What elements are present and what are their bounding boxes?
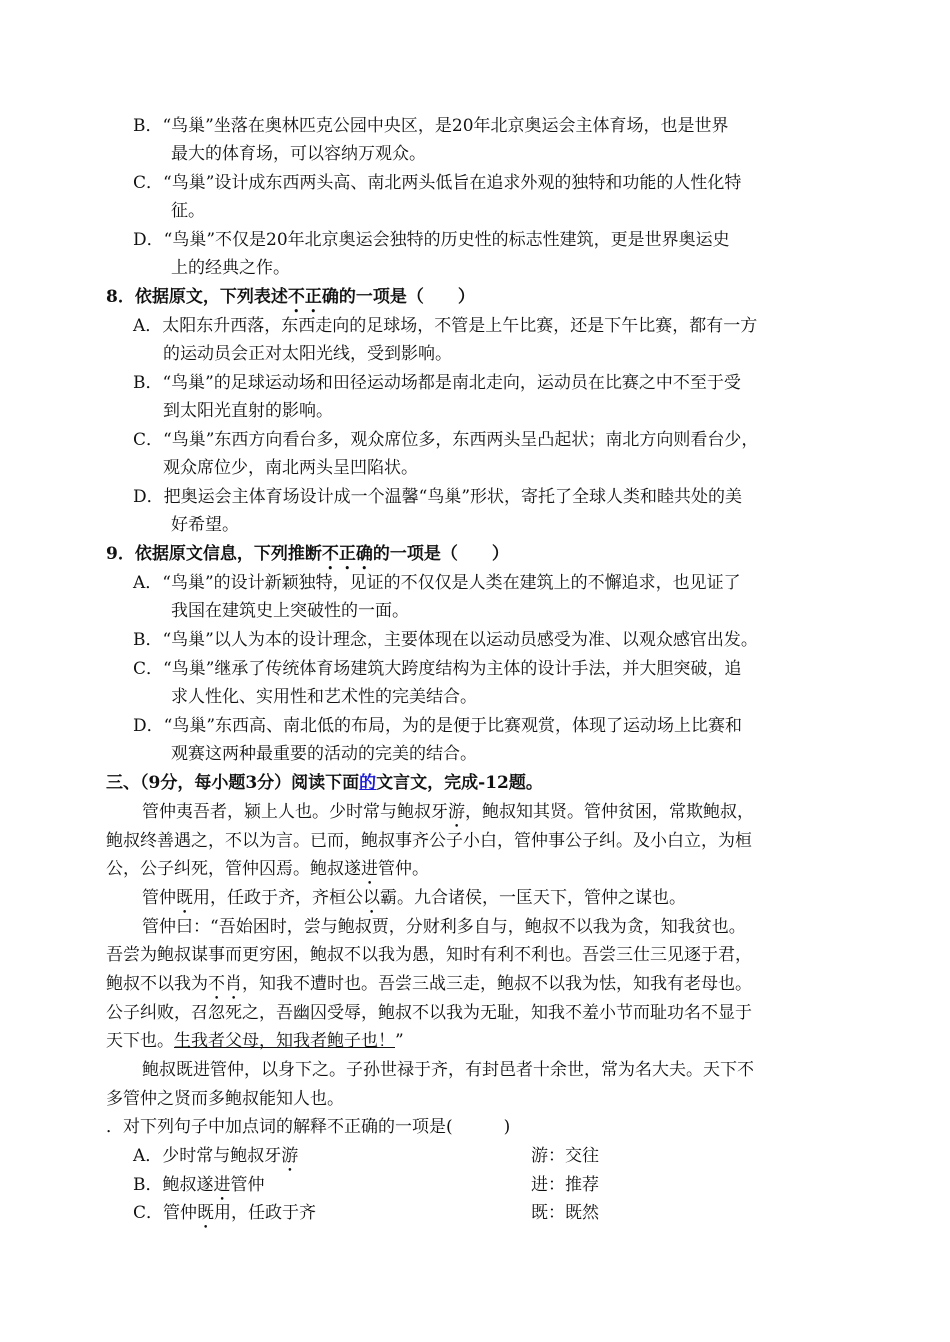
- q7-option-b-line1: B．“鸟巢”坐落在奥林匹克公园中央区，是20年北京奥运会主体育场，也是世界: [133, 116, 729, 136]
- q7-option-c-line2: 征。: [171, 201, 205, 221]
- q8-stem: 8．依据原文，下列表述不正确的一项是（ ）: [106, 287, 475, 307]
- q9-option-b-line1: B．“鸟巢”以人为本的设计理念，主要体现在以运动员感受为准、以观众感官出发。: [133, 630, 758, 650]
- emphasis-dot: 既: [197, 1203, 215, 1223]
- passage-p3-line3: 鲍叔不以我为不肖，知我不遭时也。吾尝三战三走，鲍叔不以我为怯，知我有老母也。: [106, 974, 752, 994]
- q10-option-b: B．鲍叔遂进管仲: [133, 1175, 265, 1195]
- passage-p2: 管仲既用，任政于齐，齐桓公以霸。九合诸侯，一匡天下，管仲之谋也。: [142, 888, 686, 908]
- q9-option-d-line1: D．“鸟巢”东西高、南北低的布局，为的是便于比赛观赏，体现了运动场上比赛和: [133, 716, 743, 736]
- emphasis-dot: 不肖: [208, 974, 242, 994]
- q8-option-d-line2: 好希望。: [171, 515, 239, 535]
- q9-option-a-line1: A．“鸟巢”的设计新颖独特，见证的不仅仅是人类在建筑上的不懈追求，也见证了: [133, 573, 741, 593]
- passage-p1-line3: 公，公子纠死，管仲囚焉。鲍叔遂进管仲。: [106, 859, 429, 879]
- q7-option-d-line2: 上的经典之作。: [171, 258, 290, 278]
- q10-option-a: A．少时常与鲍叔牙游: [133, 1146, 299, 1166]
- passage-p3-line5: 天下也。生我者父母，知我者鲍子也！”: [106, 1031, 404, 1051]
- q9-option-c-line1: C．“鸟巢”继承了传统体育场建筑大跨度结构为主体的设计手法，并大胆突破，追: [133, 659, 742, 679]
- passage-p1-line2: 鲍叔终善遇之，不以为言。已而，鲍叔事齐公子小白，管仲事公子纠。及小白立，为桓: [106, 831, 752, 851]
- q8-option-c-line2: 观众席位少，南北两头呈凹陷状。: [163, 458, 418, 478]
- q9-option-a-line2: 我国在建筑史上突破性的一面。: [171, 601, 409, 621]
- emphasis-dot: 游: [281, 1146, 299, 1166]
- passage-p3-line4: 公子纠败，召忽死之，吾幽囚受辱，鲍叔不以我为无耻，知我不羞小节而耻功名不显于: [106, 1003, 752, 1023]
- emphasis-dot: 游: [448, 802, 465, 822]
- q10-stem: ．对下列句子中加点词的解释不正确的一项是( ): [106, 1117, 511, 1137]
- q9-option-c-line2: 求人性化、实用性和艺术性的完美结合。: [171, 687, 477, 707]
- q8-option-c-line1: C．“鸟巢”东西方向看台多，观众席位多，东西两头呈凸起状；南北方向则看台少，: [133, 430, 759, 450]
- q8-option-a-line1: A．太阳东升西落，东西走向的足球场，不管是上午比赛，还是下午比赛，都有一方: [133, 316, 758, 336]
- q7-option-b-line2: 最大的体育场，可以容纳万观众。: [171, 144, 426, 164]
- q10-option-c-gloss: 既：既然: [531, 1203, 599, 1223]
- q7-option-c-line1: C．“鸟巢”设计成东西两头高、南北两头低旨在追求外观的独特和功能的人性化特: [133, 173, 742, 193]
- emphasis-dot: 进: [361, 859, 378, 879]
- underlined-sentence: 生我者父母，知我者鲍子也！: [174, 1031, 395, 1051]
- q8-option-b-line1: B．“鸟巢”的足球运动场和田径运动场都是南北走向，运动员在比赛之中不至于受: [133, 373, 741, 393]
- q9-option-d-line2: 观赛这两种最重要的活动的完美的结合。: [171, 744, 477, 764]
- section-3-heading: 三、（9分，每小题3分）阅读下面的文言文，完成-12题。: [106, 773, 543, 793]
- q8-option-d-line1: D．把奥运会主体育场设计成一个温馨“鸟巢”形状，寄托了全球人类和睦共处的美: [133, 487, 743, 507]
- q8-option-b-line2: 到太阳光直射的影响。: [163, 401, 333, 421]
- q9-stem: 9．依据原文信息，下列推断不正确的一项是（ ）: [106, 544, 509, 564]
- passage-p4-line2: 多管仲之贤而多鲍叔能知人也。: [106, 1089, 344, 1109]
- q8-option-a-line2: 的运动员会正对太阳光线，受到影响。: [163, 344, 452, 364]
- inline-link[interactable]: 的: [359, 773, 377, 793]
- q10-option-b-gloss: 进：推荐: [531, 1175, 599, 1195]
- emphasis-dot: 既: [176, 888, 193, 908]
- emphasis-dot: 以: [363, 888, 380, 908]
- emphasis-dot: 不正确: [321, 544, 373, 564]
- emphasis-dot: 不正: [287, 287, 322, 307]
- q10-option-c: C．管仲既用，任政于齐: [133, 1203, 317, 1223]
- q10-option-a-gloss: 游：交往: [531, 1146, 599, 1166]
- passage-p3-line2: 吾尝为鲍叔谋事而更穷困，鲍叔不以我为愚，知时有利不利也。吾尝三仕三见逐于君，: [106, 945, 752, 965]
- passage-p3-line1: 管仲曰：“吾始困时，尝与鲍叔贾，分财利多自与，鲍叔不以我为贪，知我贫也。: [142, 917, 746, 937]
- q7-option-d-line1: D．“鸟巢”不仅是20年北京奥运会独特的历史性的标志性建筑，更是世界奥运史: [133, 230, 730, 250]
- passage-p1-line1: 管仲夷吾者，颍上人也。少时常与鲍叔牙游，鲍叔知其贤。管仲贫困，常欺鲍叔，: [142, 802, 754, 822]
- passage-p4-line1: 鲍叔既进管仲，以身下之。子孙世禄于齐，有封邑者十余世，常为名大夫。天下不: [142, 1060, 754, 1080]
- emphasis-dot: 进: [213, 1175, 231, 1195]
